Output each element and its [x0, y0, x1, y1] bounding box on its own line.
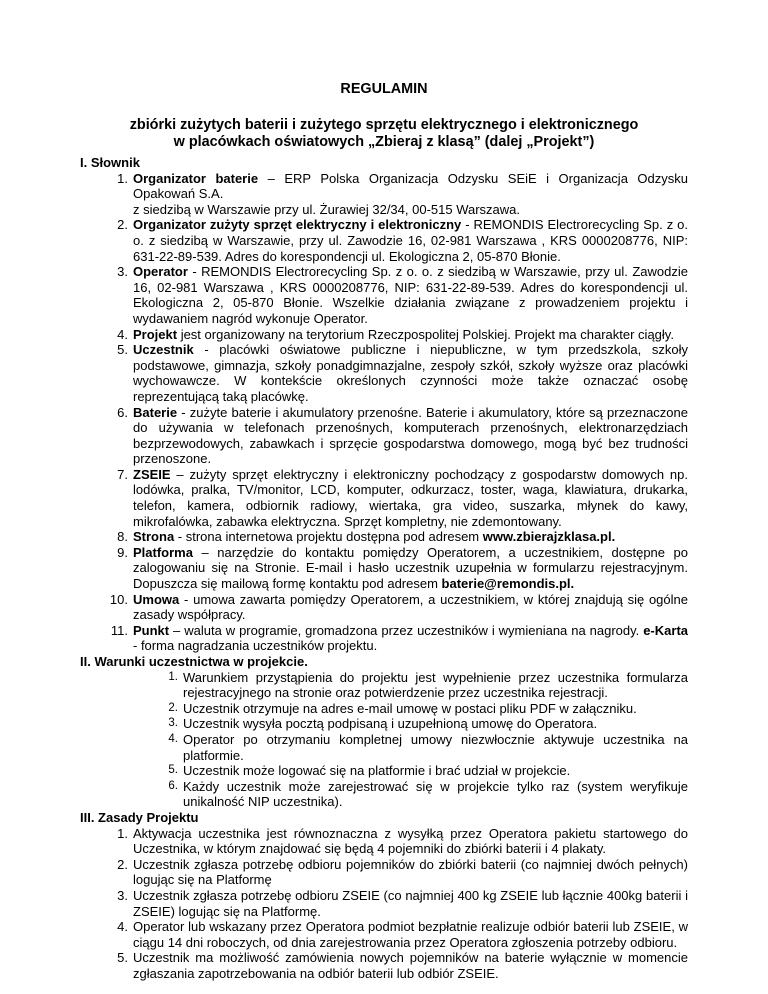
list-item [80, 888, 688, 919]
glossary-term: Projekt [133, 326, 178, 342]
item-text: Uczestnik zgłasza potrzebę odbioru pojemników do zbiórki baterii (co najmniej dwóch pełnych) logując się na Platformę [133, 856, 688, 888]
item-number: 4. [117, 326, 128, 342]
section-1-heading: I. Słownik [80, 155, 140, 170]
glossary-term: Punkt [133, 622, 170, 638]
list-item [80, 826, 688, 857]
list-item [80, 670, 688, 701]
glossary-definition: – zużyty sprzęt elektryczny i elektroniczny pochodzący z gospodarstw domowych np. lodówka, pralka, TV/monitor, LCD, komputer, odkurzacz, toster, waga, klawiatura, drukarka, telefon, kamera, odbiornik radiowy, wiertaka, gra video, suszarka, młynek do kawy, mikrofalówka, zabawka elektryczna. Sprzęt kompletny, nie zdemontowany. [133, 466, 688, 529]
item-number: 3. [117, 264, 128, 280]
item-text: Uczestnik zgłasza potrzebę odbioru ZSEIE (co najmniej 400 kg ZSEIE lub łącznie 400kg baterii i ZSEIE) logując się na Platformę. [133, 887, 688, 919]
item-number: 5. [117, 342, 128, 358]
list-item [80, 950, 688, 981]
item-number: 2. [168, 701, 178, 714]
item-number: 3. [168, 717, 178, 730]
glossary-item [80, 171, 688, 218]
item-number: 9. [117, 544, 128, 560]
item-number: 7. [117, 466, 128, 482]
section-3-list [80, 826, 688, 982]
item-number: 3. [117, 887, 128, 903]
item-number: 4. [117, 919, 128, 935]
document-title: REGULAMIN [340, 81, 428, 97]
item-number: 5. [117, 950, 128, 966]
glossary-definition: - placówki oświatowe publiczne i niepubliczne, w tym przedszkola, szkoły podstawowe, gimnazja, szkoły ponadgimnazjalne, zespoły szkół, szkoły wyższe oraz placówki wychowawcze. W kontekście określonych czynności może także oznaczać osobę reprezentującą taką placówkę. [133, 342, 688, 404]
item-text: Warunkiem przystąpienia do projektu jest wypełnienie przez uczestnika formularza rejestracyjnego na stronie oraz potwierdzenie przez uczestnika rejestracji. [183, 669, 688, 701]
glossary-term: Baterie [133, 404, 178, 420]
list-item [80, 701, 688, 717]
section-2-list [80, 670, 688, 810]
item-number: 1. [168, 670, 178, 683]
glossary-definition: jest organizowany na terytorium Rzeczpospolitej Polskiej. Projekt ma charakter ciągły. [177, 326, 674, 342]
glossary-definition: - umowa zawarta pomiędzy Operatorem, a uczestnikiem, w której znajdują się ogólne zasady współpracy. [133, 591, 688, 623]
glossary-definition: - REMONDIS Electrorecycling Sp. z o. o. z siedzibą w Warszawie, przy ul. Zawodzie 16, 02-981 Warszawa , KRS 0000208776, NIP: 631-22-89-539. Adres do korespondencji ul. Ekologiczna 2, 05-870 Błonie. [133, 217, 688, 264]
glossary-definition: - strona internetowa projektu dostępna pod adresem [174, 529, 483, 545]
document-body [80, 155, 688, 981]
item-number: 1. [117, 825, 128, 841]
glossary-item [80, 592, 688, 623]
glossary-term: Operator [133, 264, 188, 280]
glossary-definition-ekarta: - forma nagradzania uczestników projektu. [133, 638, 378, 654]
item-number: 1. [117, 170, 128, 186]
subtitle-line-1: zbiórki zużytych baterii i zużytego sprzętu elektrycznego i elektronicznego [129, 117, 639, 133]
glossary-item [80, 467, 688, 529]
glossary-term-ekarta: e-Karta [643, 622, 688, 638]
item-text: Aktywacja uczestnika jest równoznaczna z wysyłką przez Operatora pakietu startowego do Uczestnika, w którym znajdować się będą 4 pojemniki do zbiórki baterii i 4 plakaty. [133, 825, 688, 857]
glossary-definition: – narzędzie do kontaktu pomiędzy Operatorem, a uczestnikiem, dostępne po zalogowaniu się na Stronie. E-mail i hasło uczestnik uzupełnia w formularzu rejestracyjnym. Dopuszcza się mailową formę kontaktu pod adresem [133, 544, 688, 592]
glossary-term: Platforma [133, 544, 193, 560]
glossary-term: Organizator baterie [133, 170, 259, 186]
glossary-item [80, 405, 688, 467]
item-number: 11. [110, 622, 128, 638]
glossary-item [80, 529, 688, 545]
glossary-item [80, 545, 688, 592]
list-item [80, 919, 688, 950]
section-2-heading: II. Warunki uczestnictwa w projekcie. [80, 654, 308, 669]
item-text: Operator lub wskazany przez Operatora podmiot bezpłatnie realizuje odbiór baterii lub ZSEIE, w ciągu 14 dni roboczych, od dnia zarejestrowania przez Operatora zgłoszenia potrzeby odbioru. [133, 919, 688, 950]
glossary-term: Uczestnik [133, 342, 194, 358]
glossary-term: Umowa [133, 591, 180, 607]
glossary-item [80, 342, 688, 404]
glossary-definition: - REMONDIS Electrorecycling Sp. z o. o. z siedzibą w Warszawie, przy ul. Zawodzie 16, 02-981 Warszawa , KRS 0000208776, NIP: 631-22-89-539. Adres do korespondencji ul. Ekologiczna 2, 05-870 Błonie. Wszelkie działania związane z prowadzeniem projektu i wydawaniem nagród wykonuje Operator. [133, 264, 688, 326]
item-text: Uczestnik ma możliwość zamówienia nowych pojemników na baterie wyłącznie w momencie zgłaszania zapotrzebowania na odbiór baterii lub odbiór ZSEIE. [133, 950, 688, 981]
list-item [80, 857, 688, 888]
email-address-link[interactable]: baterie@remondis.pl. [441, 576, 575, 592]
subtitle-line-2: w placówkach oświatowych „Zbieraj z klasą” (dalej „Projekt”) [173, 134, 595, 150]
section-3-heading: III. Zasady Projektu [80, 809, 199, 825]
item-number: 8. [117, 529, 128, 545]
section-1-list [80, 171, 688, 654]
glossary-item [80, 217, 688, 264]
item-text: Uczestnik otrzymuje na adres e-mail umowę w postaci pliku PDF w załączniku. [183, 700, 637, 716]
list-item [80, 716, 688, 732]
item-number: 2. [117, 217, 128, 233]
website-url-link[interactable]: www.zbierajzklasa.pl. [482, 529, 616, 545]
glossary-item [80, 327, 688, 343]
item-text: Uczestnik może logować się na platformie i brać udział w projekcie. [183, 763, 571, 779]
glossary-item [80, 264, 688, 326]
list-item [80, 779, 688, 810]
glossary-term: ZSEIE [133, 466, 171, 482]
item-number: 2. [117, 856, 128, 872]
item-number: 10. [109, 591, 128, 607]
item-text: Uczestnik wysyła pocztą podpisaną i uzupełnioną umowę do Operatora. [183, 716, 598, 732]
item-number: 6. [117, 404, 128, 420]
item-text: Każdy uczestnik może zarejestrować się w projekcie tylko raz (system weryfikuje unikalność NIP uczestnika). [183, 778, 688, 810]
item-number: 5. [168, 764, 178, 777]
item-number: 4. [168, 732, 178, 745]
glossary-definition-line2: z siedzibą w Warszawie przy ul. Żurawiej 32/34, 00-515 Warszawa. [133, 201, 521, 217]
list-item [80, 732, 688, 763]
item-text: Operator po otrzymaniu kompletnej umowy niezwłocznie aktywuje uczestnika na platformie. [183, 731, 688, 763]
glossary-definition: – waluta w programie, gromadzona przez uczestników i wymieniana na nagrody. [169, 622, 644, 638]
item-number: 6. [168, 779, 178, 792]
glossary-term: Organizator zużyty sprzęt elektryczny i elektroniczny [133, 217, 462, 233]
list-item [80, 763, 688, 779]
glossary-item [80, 623, 688, 654]
document-subtitle [80, 117, 688, 151]
glossary-definition: – ERP Polska Organizacja Odzysku SEiE i Organizacja Odzysku Opakowań S.A. [133, 170, 688, 202]
glossary-term: Strona [133, 529, 175, 545]
glossary-definition: - zużyte baterie i akumulatory przenośne. Baterie i akumulatory, które są przeznaczone do używania w telefonach przenośnych, komputerach przenośnych, elektronarzędziach bezprzewodowych, zabawkach i sprzęcie gospodarstwa domowego, mogą być bez trudności przenoszone. [133, 404, 688, 467]
